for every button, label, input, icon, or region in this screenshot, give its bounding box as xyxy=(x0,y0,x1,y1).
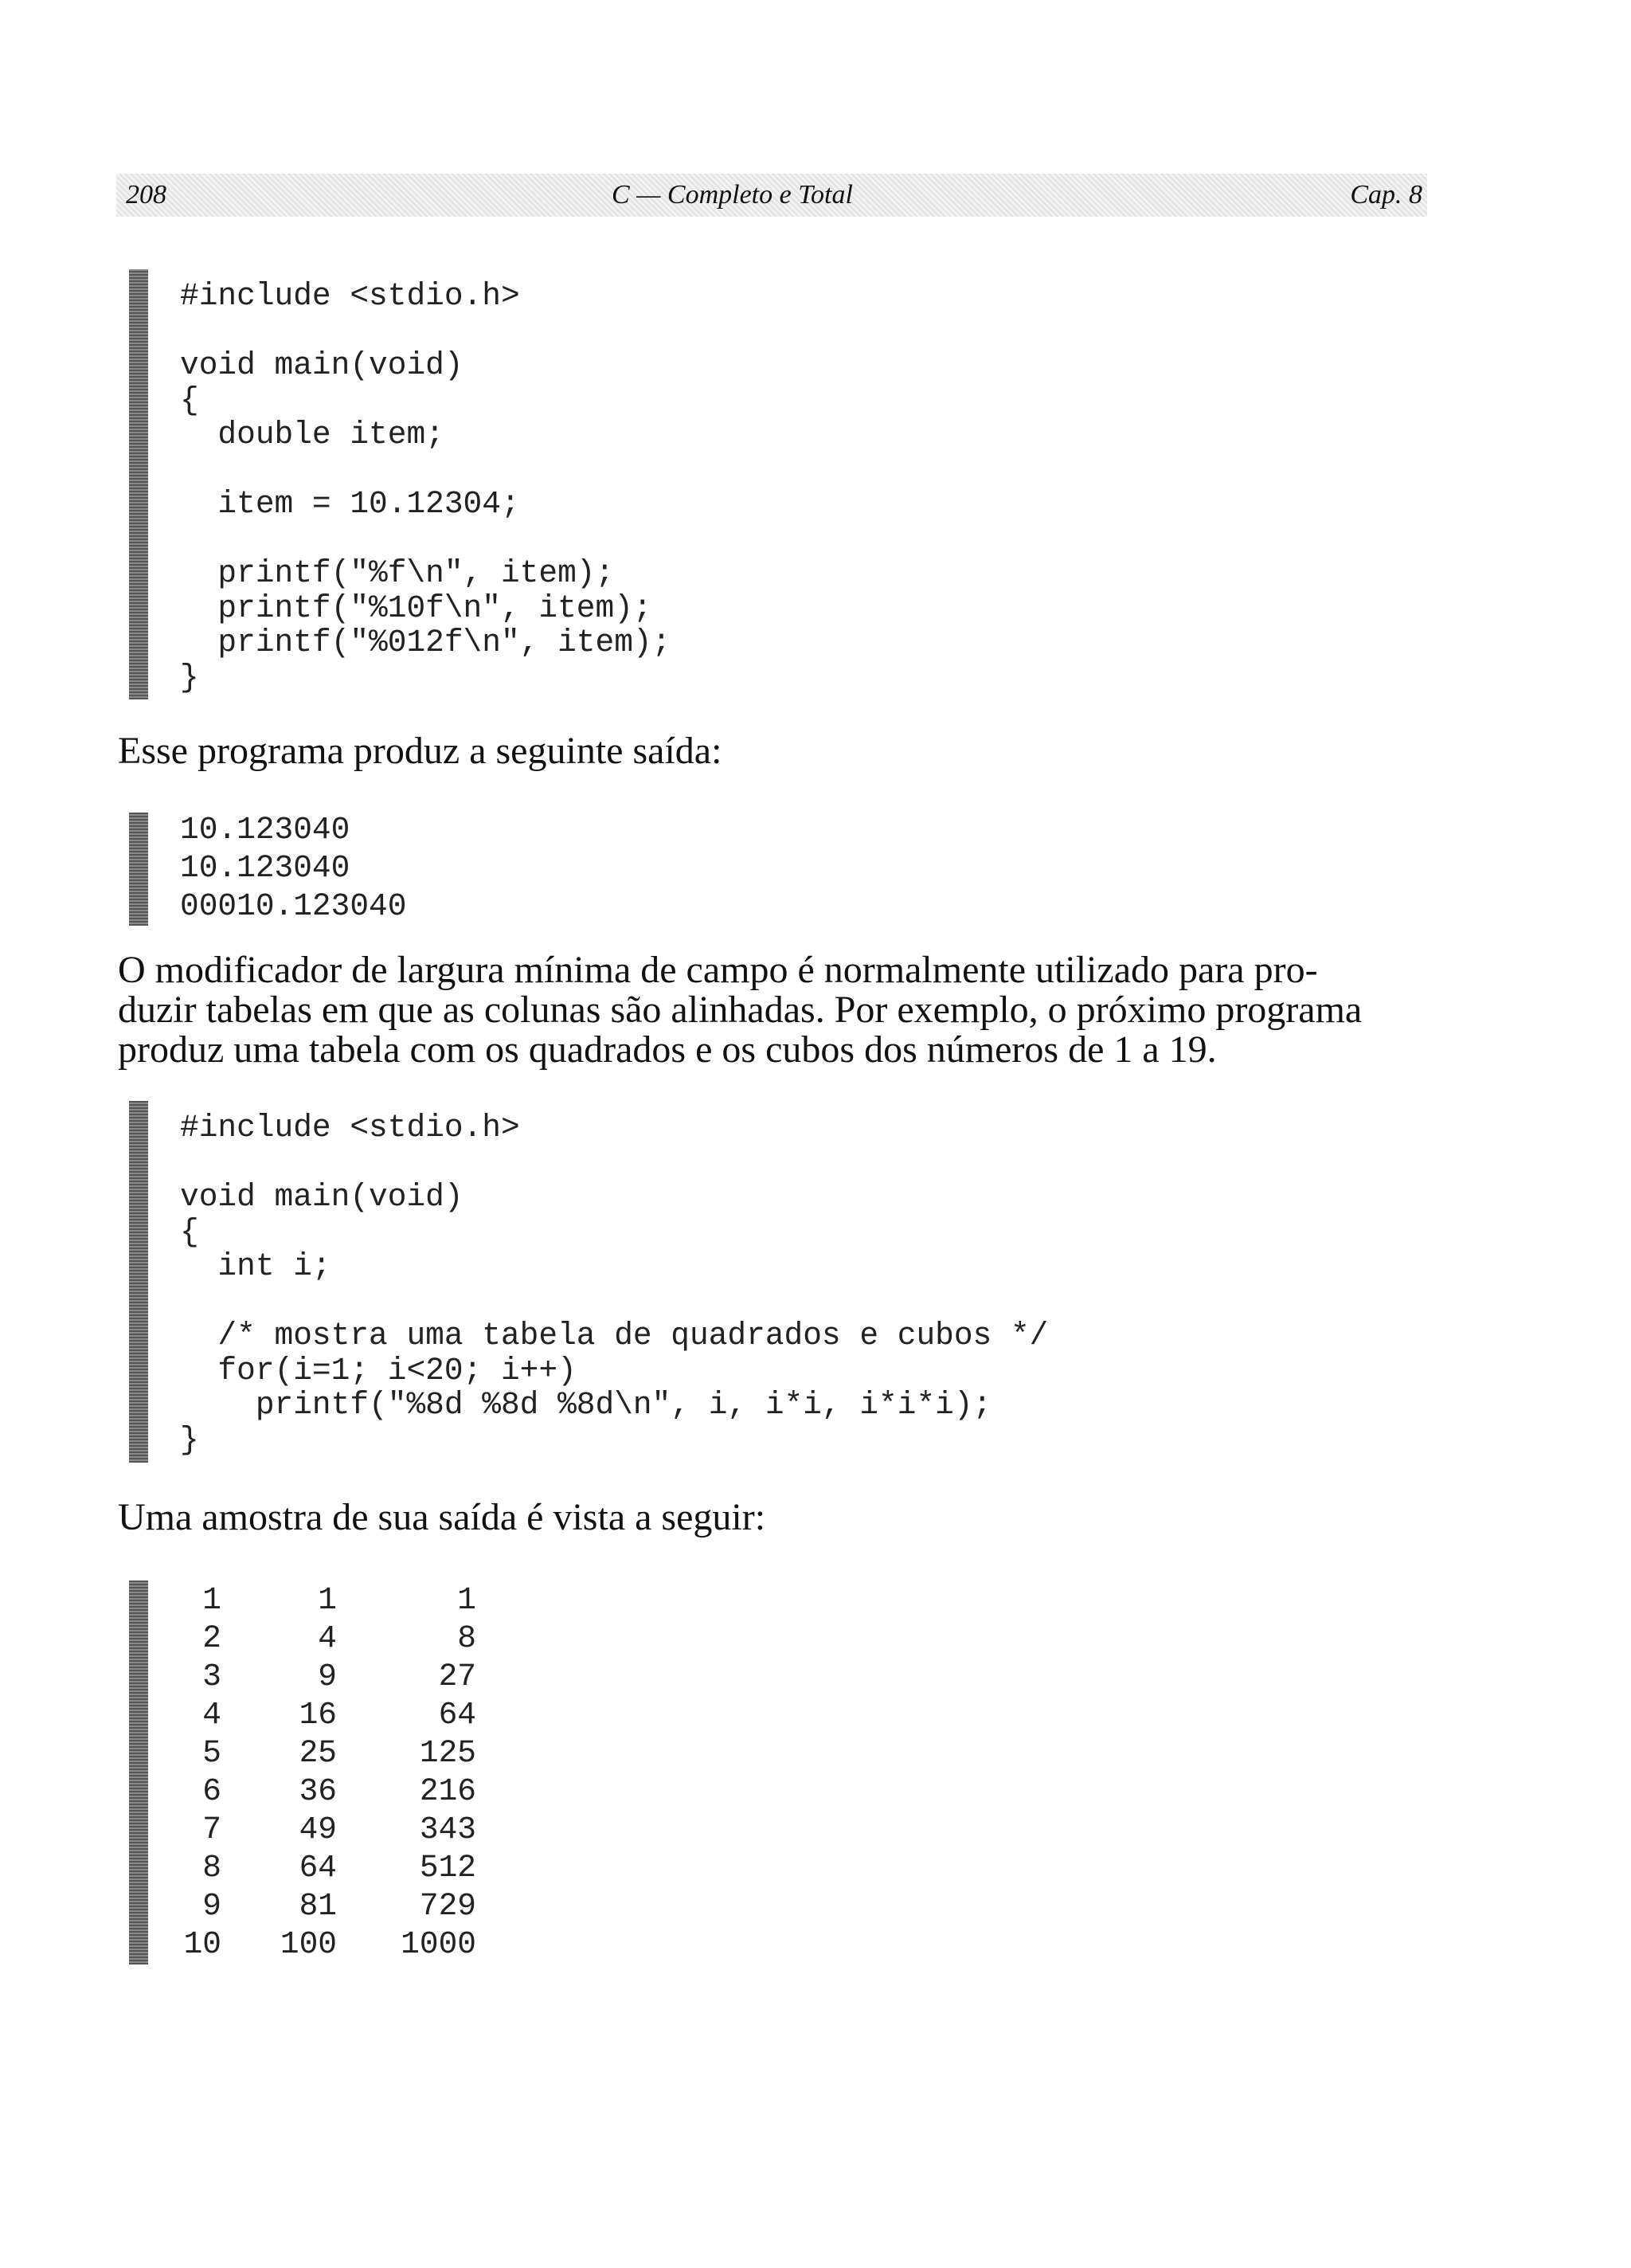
output-block-bar xyxy=(129,813,148,926)
output-block-1: 10.123040 10.123040 00010.123040 xyxy=(180,812,407,924)
table-row xyxy=(170,1772,476,1810)
cube-cell: 1000 xyxy=(401,1925,476,1962)
code-block-bar xyxy=(129,269,148,699)
square-cell: 64 xyxy=(299,1849,337,1886)
square-cell: 9 xyxy=(318,1658,337,1694)
paragraph-line-1: O modificador de largura mínima de campo é normalmente utilizado para pro- xyxy=(118,949,1318,991)
chapter-label: Cap. 8 xyxy=(1350,180,1422,210)
paragraph-field-width xyxy=(118,950,1430,1070)
number-cell: 2 xyxy=(202,1620,221,1656)
code-block-1: #include <stdio.h> void main(void) { double item; item = 10.12304; printf("%f\n", item); printf("%10f\n", item); printf("%012f\n", item); } xyxy=(180,278,671,695)
table-row xyxy=(170,1581,476,1619)
number-cell: 6 xyxy=(202,1772,221,1809)
table-row xyxy=(170,1619,476,1657)
number-cell: 10 xyxy=(183,1925,221,1962)
number-cell: 4 xyxy=(202,1696,221,1733)
table-block-bar xyxy=(129,1581,148,1964)
cube-cell: 8 xyxy=(457,1620,476,1656)
table-row xyxy=(170,1695,476,1733)
book-title: C — Completo e Total xyxy=(612,180,853,210)
square-cell: 25 xyxy=(299,1734,337,1771)
table-row xyxy=(170,1657,476,1695)
paragraph-sample-intro: Uma amostra de sua saída é vista a seguir: xyxy=(118,1496,766,1538)
paragraph-line-2: duzir tabelas em que as colunas são alinhadas. Por exemplo, o próximo programa xyxy=(118,989,1363,1031)
cube-cell: 1 xyxy=(457,1581,476,1618)
table-row xyxy=(170,1733,476,1772)
square-cell: 36 xyxy=(299,1772,337,1809)
cube-cell: 64 xyxy=(438,1696,476,1733)
number-cell: 7 xyxy=(202,1811,221,1847)
running-header xyxy=(116,174,1427,217)
cube-cell: 512 xyxy=(419,1849,476,1886)
paragraph-line-3: produz uma tabela com os quadrados e os cubos dos números de 1 a 19. xyxy=(118,1028,1217,1071)
cube-cell: 27 xyxy=(438,1658,476,1694)
paragraph-output-intro: Esse programa produz a seguinte saída: xyxy=(118,730,722,772)
square-cell: 4 xyxy=(318,1620,337,1656)
code-block-2: #include <stdio.h> void main(void) { int i; /* mostra uma tabela de quadrados e cubos */ for(i=1; i<20; i++) printf("%8d %8d %8d\n", i, i*i, i*i*i); } xyxy=(180,1110,1049,1458)
number-cell: 5 xyxy=(202,1734,221,1771)
number-cell: 9 xyxy=(202,1887,221,1924)
number-cell: 8 xyxy=(202,1849,221,1886)
cube-cell: 216 xyxy=(419,1772,476,1809)
table-row xyxy=(170,1886,476,1925)
cube-cell: 343 xyxy=(419,1811,476,1847)
page-number: 208 xyxy=(126,180,166,210)
table-row xyxy=(170,1925,476,1963)
cube-cell: 729 xyxy=(419,1887,476,1924)
number-cell: 3 xyxy=(202,1658,221,1694)
table-row xyxy=(170,1810,476,1848)
number-cell: 1 xyxy=(202,1581,221,1618)
square-cell: 81 xyxy=(299,1887,337,1924)
squares-cubes-table xyxy=(170,1581,476,1963)
table-row xyxy=(170,1848,476,1886)
code-block-bar xyxy=(129,1101,148,1463)
square-cell: 49 xyxy=(299,1811,337,1847)
square-cell: 100 xyxy=(280,1925,337,1962)
square-cell: 16 xyxy=(299,1696,337,1733)
square-cell: 1 xyxy=(318,1581,337,1618)
cube-cell: 125 xyxy=(419,1734,476,1771)
